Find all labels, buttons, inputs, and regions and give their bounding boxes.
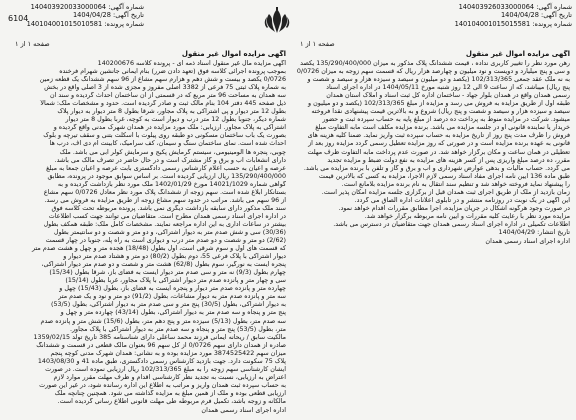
- notice-text-line: و سی و پنج میلیارد و دویست و نود میلیون و چهارصد هزار ریال که قسمت سهم زوجه به میزان 0/0726: [296, 68, 570, 76]
- notice-text-line: مالکانه و زوجه باشد، تکمیل فرم مربوطه طی مهلت قانونی اطلاع رسانی گردیده است.: [57, 397, 286, 405]
- notice-text-line: شماره دیگر، جنوباً بطول 12 متر درب و دیوار است به کوچه، غرباً بطول 8 متر دیوار: [65, 116, 286, 124]
- file-number: شماره پرونده: 140104001015010581: [26, 19, 144, 28]
- file-number: شماره پرونده: 140104001015015581: [454, 19, 572, 28]
- notice-text-line: چوبی، پنجره ها آلومینیومی، سیستم گرمایش پکیج و سرمایش کولر آبی می باشد. ملک: [59, 148, 286, 156]
- notice-text-line: می گردد. حساب مالیات و بدهی عوارض شهرداری و آب و برق و گاز و تلفن با برنده مزایده می باشد.: [303, 164, 570, 172]
- page-count-stamp: 6104: [8, 14, 29, 23]
- notice-number: شماره آگهی: 140403926033000064: [458, 3, 572, 11]
- notice-text-line: تاریخ انتشار: 1404/04/29: [498, 228, 570, 236]
- notice-text-line: به نه ملک عقد جمعی 102/313/365 (یکصد و دو میلیون و سیصد و سیزده هزار و سیصد و شصت و: [307, 76, 570, 84]
- notice-text-line: به حساب سپرده ثبت همدان واریز و مراتب به اطلاع این اداره رسانده شود، در غیر این صورت: [39, 381, 286, 389]
- notice-body: [296, 60, 570, 237]
- notice-text-line: آگهی مزایده مال غیر منقول اسناد ذمه ای - پرونده کلاسه 140200676: [97, 60, 286, 67]
- notice-text-line: دیوار اشتراکی با پلاک فرعی 55، دوم بطول (80/2) دو متر و هشتاد صدم متر دیوار و: [63, 253, 286, 261]
- notice-text-line: چهارده متر و پانزده صدم متر دیوار و پنجره ایست به فضای باز، بطول (15/43) چهل و: [59, 285, 286, 293]
- notice-text-line: رسمی همدان واقع در همدان بلوار جهاد - ساختمان اداره کل ثبت اسناد و املاک استان همدان: [326, 92, 570, 100]
- notice-text-line: سیصد و سیزده هزار و سیصد و شصت و پنج ریال) شروع و به بالاترین قیمت پیشنهادی نقداً فروخته: [311, 108, 570, 116]
- notice-text-line: بصورت یک باب ساختمان مسکونی دو طبقه روی پیلوت با اسکلت بتنی و سقف تیرچه و بلوک: [43, 132, 286, 140]
- notice-text-line: (2/62) دو متر و شصت و دو صدم متر درب و دیواری است به راه پله، جنوباً در چهار قسمت: [45, 237, 286, 245]
- notice-text-line: ذیل صفحه 445 دفتر 104 بنام مالک ثبت و صادر گردیده است. حدود و مشخصات ملک: شمالاً: [40, 100, 286, 108]
- notice-text-line: اعتراض به ارزیابی، نسبت به تجدید نظر کارشناسی اقدام و ظرف مهلت مقرر موارد لازم: [53, 373, 286, 381]
- notice-text-line: میشود. شرکت در مزایده منوط به پرداخت ده درصد از مبلغ پایه به حساب سپرده ثبت و حضور: [322, 116, 570, 124]
- notice-text-line: مالکیت سابق / ریحانه ایمانی فرزند محمد ساعلی دارای شناسنامه 385 تاریخ تولد 1359/02/15: [33, 333, 286, 341]
- notice-text-line: سند ملک مذکور دارای سابقه بازداشت دیگری نمی باشد. پرونده مربوطه تحت کلاسه فوق: [51, 204, 286, 212]
- notice-text-line: بطول 12 متر دیوار و پی اشتراکی به پلاک مجاور، شرقاً بطول 8 متر دیوار به دیوار پلاک: [57, 108, 286, 116]
- notice-text-line: سه صدم متر، بطول (5/13) سیزده متر و پنج دهم متر، بطول (15/6) شش متر و پانزده صدم: [40, 317, 286, 325]
- notice-text-line: این آگهی در یک نوبت در روزنامه منتشر و در تابلوی اعلانات اداره الصاق می گردد.: [354, 196, 570, 204]
- page-indicator-right: صفحه ۱ از ۱: [300, 40, 335, 48]
- notice-body: [8, 60, 286, 406]
- notice-text-line: در صورت وجود هرگونه اشکال در جریان مزایده، اجرا مطابق مقررات اقدام خواهد نمود.: [338, 204, 570, 212]
- notice-text-line: دارای انشعابات آب و برق و گاز مشترک است و در حال حاضر در تصرف مالک می باشد.: [54, 156, 286, 164]
- notice-text-line: چهارم بطول (9/3) نه متر و سی صدم متر دیوار ایست به فضای باز، شرقاً بطول (15/34): [49, 269, 286, 277]
- iran-emblem-icon: [255, 6, 299, 36]
- notice-text-line: مزایده مورد نظر با رعایت کلیه مقررات و آیین نامه مربوطه برگزار خواهد شد.: [364, 212, 570, 220]
- notice-signature: اداره اجرای اسناد رسمی همدان: [201, 407, 286, 415]
- notice-text-line: صادره از همدان دارای سهم 0/0726 از کل سهم 96 بعنوان مالک قطعی در قسمت و ششدانگ: [36, 341, 286, 349]
- notice-text-line: در اداره اجرای اسناد رسمی همدان مطرح است. متقاضیان می توانند جهت کسب اطلاعات: [48, 212, 286, 220]
- notice-text-line: (30/36) سی و شش صدم متر به دیوار اشتراکی، و دو متر و شصت و دو سانتیمتر بطول: [53, 228, 286, 236]
- notice-header-right: [422, 3, 572, 28]
- notice-text-line: از 96 سهم می باشد. مراتب در حدود سهم مشاع زوجه از طریق مزایده به فروش می رسد.: [44, 196, 286, 204]
- notice-text-line: پنج متر و پنجاه و سه صدم متر به دیوار اشتراکی، بطول (43/14) چهارده متر و چهل و: [60, 309, 286, 317]
- notice-text-line: پلاک 75 سکونت دارد. جهت بازدید کارشناس رسمی دادگستری، طبق ماده 41 و 1403/08/30: [37, 357, 286, 365]
- notice-signature: اداره اجرای اسناد رسمی همدان: [485, 238, 570, 246]
- notice-text-line: سه همدان به مساحت 96 متر مربع که در قسمتی از آن ساختمان احداث گردیده و سند آن: [49, 92, 286, 100]
- notice-text-line: گواهی شماره 14021/1029 مورخ 1402/01/29 ملک مورد نظر بازداشت گردیده و به: [57, 180, 286, 188]
- notice-title: آگهی مزایده اموال غیر منقول: [181, 50, 286, 58]
- notice-text-line: را پیشنهاد نماید فروخته خواهد شد و تنظیم سند انتقال به نام برنده مزایده بلامانع است.: [341, 180, 570, 188]
- notice-text-line: قانونی به عهده برنده مزایده است و در صورتی که روز مزایده تعطیل رسمی گردد مزایده روز بعد از: [308, 140, 570, 148]
- notice-text-line: زمان بازدید از ملک از طریق اجرای ثبت همدان قبل از برگزاری جلسه مزایده امکان پذیر است.: [321, 188, 570, 196]
- notice-title: آگهی مزایده اموال غیر منقول: [465, 50, 570, 58]
- right-notice-column: [296, 50, 570, 300]
- notice-number: شماره آگهی: 140403920033000064: [30, 3, 144, 11]
- left-notice-column: [8, 50, 286, 416]
- notice-text-line: که قسمت های اول و سوم شرقی است، اول بطول (18/48) هجده متر و چهل و هشت صدم متر: [32, 245, 286, 253]
- notice-date: تاریخ آگهی: 1404/04/28: [500, 11, 572, 20]
- notice-text-line: پنجره ایست به نورگیر، سوم بطول (62/8) هشت متر و شصت و دو صدم متر دیوار اشتراکی،: [41, 261, 286, 269]
- notice-text-line: بیشتر در ساعات اداری به این اداره مراجعه نمایند. مشخصات کامل ملک: طبقه همکف بطول: [43, 220, 286, 228]
- notice-text-line: به دیوار اشتراکی، بطول (30/5) پنج متر و سی صدم متر به دیوار اشتراکی، بطول (53/5): [50, 301, 286, 309]
- notice-text-line: تعطیلی در همان ساعت و مکان برگزار خواهد شد. در صورت عدم پرداخت مابه التفاوت ظرف مهلت: [307, 148, 570, 156]
- notice-text-line: ایشان کارشناسی سهم زوجه را به مبلغ 102/313/365 ریال ارزیابی نموده است. در صورت: [45, 365, 286, 373]
- notice-text-line: اطلاعات تکمیلی در اداره اجرای اسناد رسمی همدان جهت متقاضیان در دسترس می باشد.: [333, 220, 570, 228]
- notice-text-line: احداث شده است. نمای ساختمان سنگ و سیمان، کف سرامیک، کابینت ام دی اف، درب ها: [49, 140, 286, 148]
- notice-text-line: سی و چهار متر و پانزده صدم متر دیوار اشتراکی با پلاک مجاور، غرباً بطول (15/14): [65, 277, 286, 285]
- notice-text-line: 0/0726 یکصد و بیست و شش دهم و هزارم سهم مشاع از 96 سهم ششدانگ یک قطعه زمین: [39, 76, 286, 84]
- notice-text-line: بستانکار ابلاغ شده است. سهم زوجه از ششدانگ پلاک مورد نظر معادل 0/0726 سهم مشاع: [43, 188, 286, 196]
- notice-text-line: عرصه و اعیان به حسب اعلام کارشناس رسمی دادگستری بابت عرصه و اعیان جمعاً به مبلغ: [46, 164, 286, 172]
- notice-text-line: سه متر و پانزده صدم متر به دیوار مشاعات، بطول (91/2) دو متر و نود و یک صدم متر: [58, 293, 286, 301]
- notice-date: تاریخ آگهی: 1404/04/28: [72, 11, 144, 20]
- notice-text-line: طبقه اول از طریق مزایده به فروش می رسد و مزایده از مبلغ 102/313/365 (یکصد و دو میلیون و: [308, 100, 570, 108]
- page-indicator: صفحه ۱ از ۱: [15, 40, 50, 48]
- notice-text-line: 135/290/400/000 ریال ارزیابی گردیده است. بر اساس سوابق موجود در پرونده، مطابق: [47, 172, 286, 180]
- notice-text-line: اشتراکی به پلاک مجاور. ارزیابی: ملک مورد مزایده در همدان شهرک مدنی واقع گردیده و: [53, 124, 286, 132]
- notice-text-line: خریدار یا نماینده قانونی او در جلسه مزایده می باشد. برنده مزایده مکلف است مابه التفاوت مبلغ: [315, 124, 570, 132]
- notice-text-line: متر، بطول (53/5) پنج متر و پنجاه و سه صدم متر به دیوار اشتراکی با پلاک مجاور.: [69, 325, 286, 333]
- notice-text-line: ارزیابی قطعی بوده و ملک از همین مبلغ به مزایده گذاشته می شود. همچنین چنانچه ملک: [54, 389, 286, 397]
- notice-text-line: بموجب پرونده اجرائی کلاسه فوق (تعهد دادن ضرر) بنام ایمانی جانشین شهرام فرخنده: [59, 68, 286, 76]
- notice-text-line: طبق ماده 136 آیین نامه اجرای مفاد اسناد رسمی لازم الاجرا، مزایده به کسی که بالاترین قیمت: [318, 172, 570, 180]
- notice-text-line: پنج ریال) میباشد، که از ساعت 9 الی 12 روز شنبه مورخ 1404/05/11 در اداره اجرای اسناد: [326, 84, 570, 92]
- notice-text-line: میزان سهم 3874525422 مورد مزایده بوده و به نشانی: همدان شهرک مدنی کوچه پنجم: [50, 349, 286, 357]
- notice-text-line: فروش را ظرف مدت پنج روز از تاریخ مزایده به حساب سپرده ثبت واریز نماید. ضمناً کلیه هزینه های: [307, 132, 570, 140]
- notice-text-line: به شماره پلاک ثبتی 75 فرعی از 3382 اصلی مفروز و مجزی شده از 3 اصلی واقع در بخش: [44, 84, 286, 92]
- notice-text-line: رهن مورد نظر را تغییر کاربری نداده ، قیمت ششدانگ پلاک مذکور به میزان 135/290/400/000 یکصد: [300, 60, 570, 67]
- notice-text-line: مقرر، ده درصد مبلغ واریزی پس از کسر هزینه های مزایده به نفع دولت ضبط و مزایده تجدید: [327, 156, 570, 164]
